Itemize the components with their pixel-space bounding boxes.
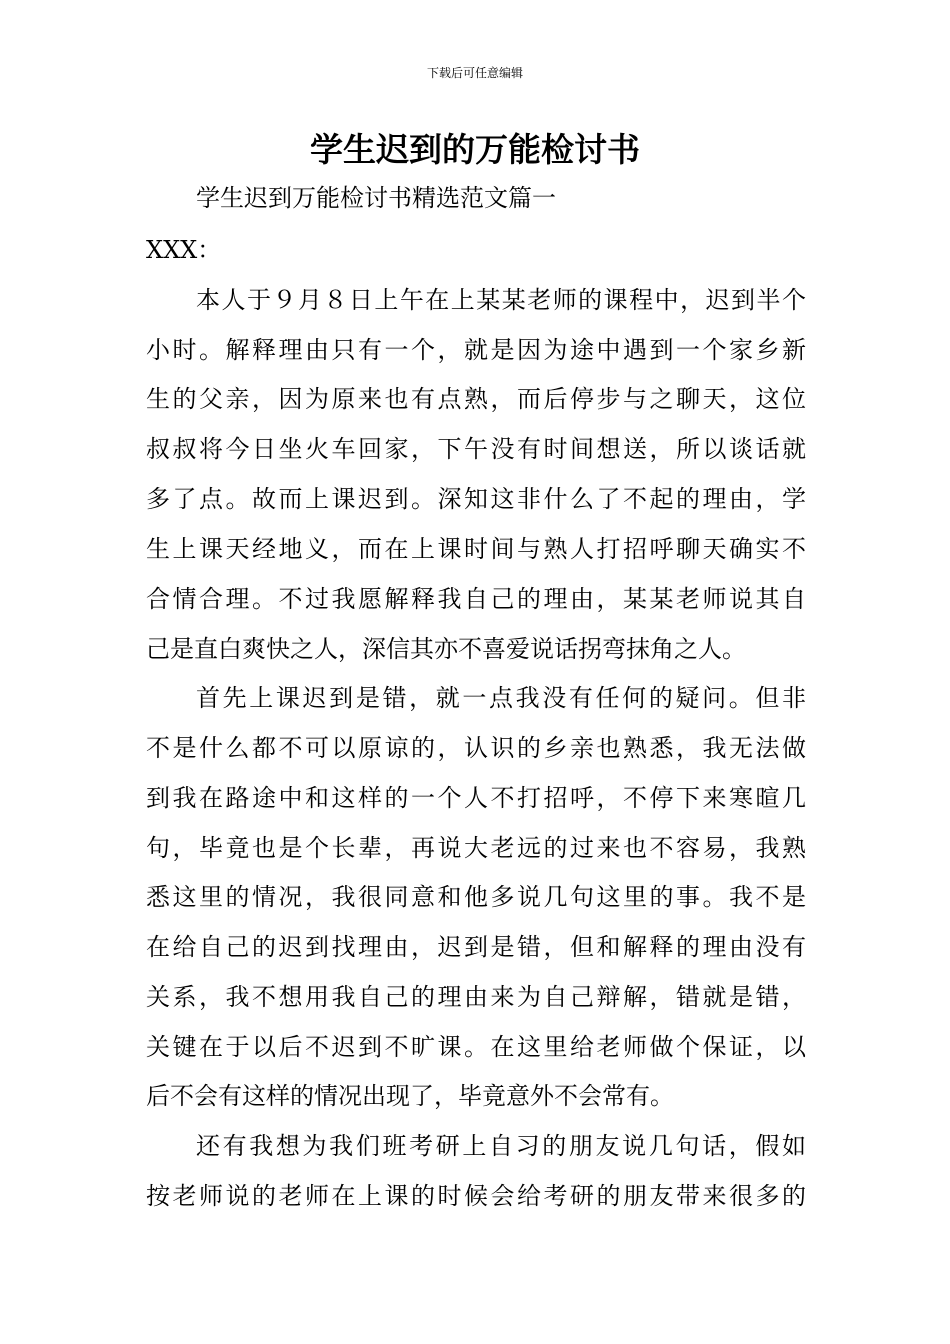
salutation: XXX： [146,236,222,264]
body-line: 到我在路途中和这样的一个人不打招呼，不停下来寒暄几 [146,784,806,812]
body-line: 小时。解释理由只有一个，就是因为途中遇到一个家乡新 [146,336,806,364]
body-line: 合情合理。不过我愿解释我自己的理由，某某老师说其自 [146,585,806,613]
body-line: 多了点。故而上课迟到。深知这非什么了不起的理由，学 [146,485,806,513]
body-line: 首先上课迟到是错，就一点我没有任何的疑问。但非 [196,684,806,712]
body-line: 生的父亲，因为原来也有点熟，而后停步与之聊天，这位 [146,385,806,413]
body-line: 悉这里的情况，我很同意和他多说几句这里的事。我不是 [146,883,806,911]
body-line: 后不会有这样的情况出现了，毕竟意外不会常有。 [146,1082,674,1110]
header-note: 下载后可任意编辑 [426,66,523,80]
body-line: 句，毕竟也是个长辈，再说大老远的过来也不容易，我熟 [146,834,806,862]
body-line: 叔叔将今日坐火车回家，下午没有时间想送，所以谈话就 [146,435,806,463]
body-line: 还有我想为我们班考研上自习的朋友说几句话，假如 [196,1132,806,1160]
body-line: 关系，我不想用我自己的理由来为自己辩解，错就是错， [146,983,806,1011]
body-line: 关键在于以后不迟到不旷课。在这里给老师做个保证，以 [146,1033,806,1061]
body-line: 按老师说的老师在上课的时候会给考研的朋友带来很多的 [146,1182,806,1210]
body-line: 生上课天经地义，而在上课时间与熟人打招呼聊天确实不 [146,535,806,563]
body-line: 己是直白爽快之人，深信其亦不喜爱说话拐弯抹角之人。 [146,635,746,663]
body-line: 在给自己的迟到找理由，迟到是错，但和解释的理由没有 [146,933,806,961]
document-title: 学生迟到的万能检讨书 [310,130,640,169]
body-line: 不是什么都不可以原谅的，认识的乡亲也熟悉，我无法做 [146,734,806,762]
document-subtitle: 学生迟到万能检讨书精选范文篇一 [196,184,556,212]
body-line: 本人于９月８日上午在上某某老师的课程中，迟到半个 [196,286,806,314]
